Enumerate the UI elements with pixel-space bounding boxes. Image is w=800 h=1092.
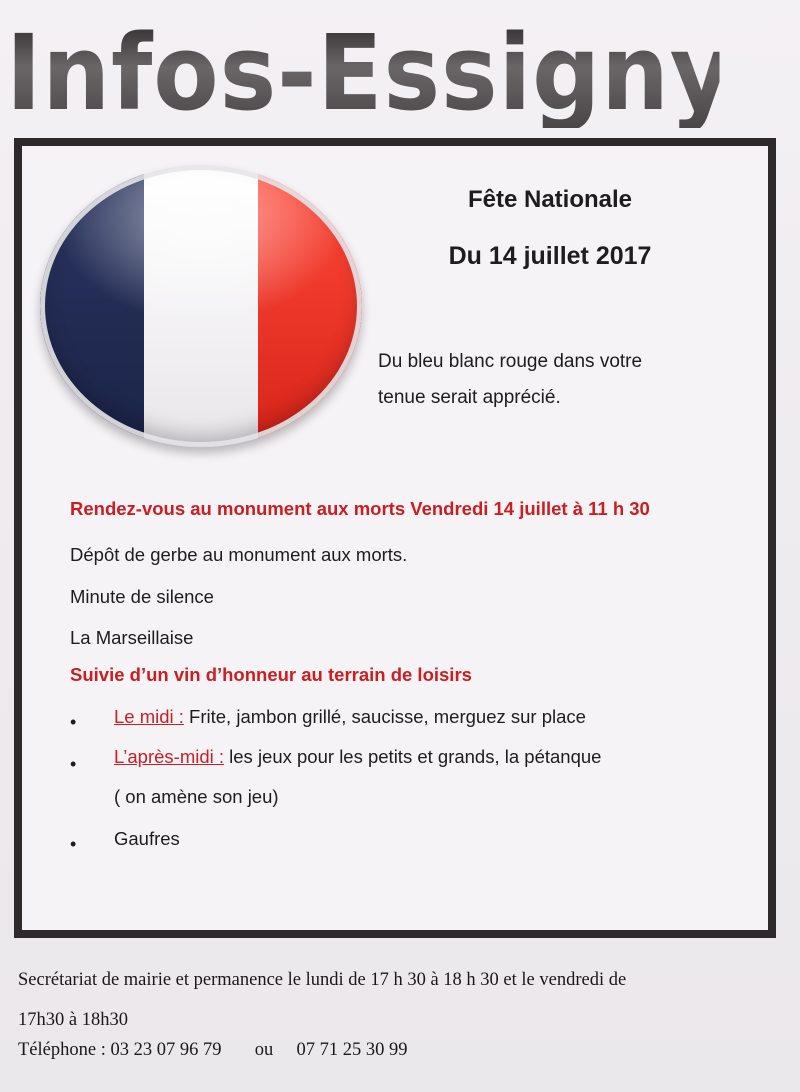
phone-number-2: 07 71 25 30 99	[296, 1040, 408, 1060]
phone-number-1: Téléphone : 03 23 07 96 79	[18, 1040, 222, 1060]
office-hours-line-1: Secrétariat de mairie et permanence le lundi de 17 h 30 à 18 h 30 et le vendredi de	[18, 970, 627, 990]
bullet-dot-icon: •	[70, 712, 77, 732]
bullet-text: Frite, jambon grillé, saucisse, merguez sur place	[183, 706, 586, 727]
bullet-label: Le midi :	[114, 706, 184, 727]
bullet-text: les jeux pour les petits et grands, la pétanque	[224, 746, 602, 767]
bullet-item-lunch	[114, 706, 586, 728]
bullet-label: L’après-midi :	[114, 746, 225, 767]
event-title: Fête Nationale	[467, 186, 633, 213]
followup-line: Suivie d’un vin d’honneur au terrain de loisirs	[70, 664, 472, 685]
dress-code-line-2: tenue serait apprécié.	[378, 387, 561, 408]
bullet-dot-icon: •	[70, 754, 77, 774]
poster-title: Infos-Essigny	[6, 12, 733, 134]
office-hours-line-2: 17h30 à 18h30	[18, 1010, 128, 1030]
bullet-item-afternoon	[114, 746, 601, 768]
dress-code-note	[378, 344, 758, 416]
french-flag-round-icon	[40, 165, 362, 447]
rendezvous-line: Rendez-vous au monument aux morts Vendredi 14 juillet à 11 h 30	[70, 498, 650, 519]
event-date: Du 14 juillet 2017	[448, 242, 652, 270]
program-item: Minute de silence	[70, 586, 214, 607]
program-item: La Marseillaise	[70, 627, 194, 648]
bullet-item-waffles: Gaufres	[114, 828, 180, 849]
bullet-continuation: ( on amène son jeu)	[114, 786, 279, 807]
flag-rim	[40, 165, 362, 447]
bullet-dot-icon: •	[70, 834, 77, 854]
phone-line	[18, 1040, 407, 1061]
dress-code-line-1: Du bleu blanc rouge dans votre	[378, 351, 643, 372]
phone-or: ou	[254, 1040, 274, 1060]
program-item: Dépôt de gerbe au monument aux morts.	[70, 544, 408, 565]
